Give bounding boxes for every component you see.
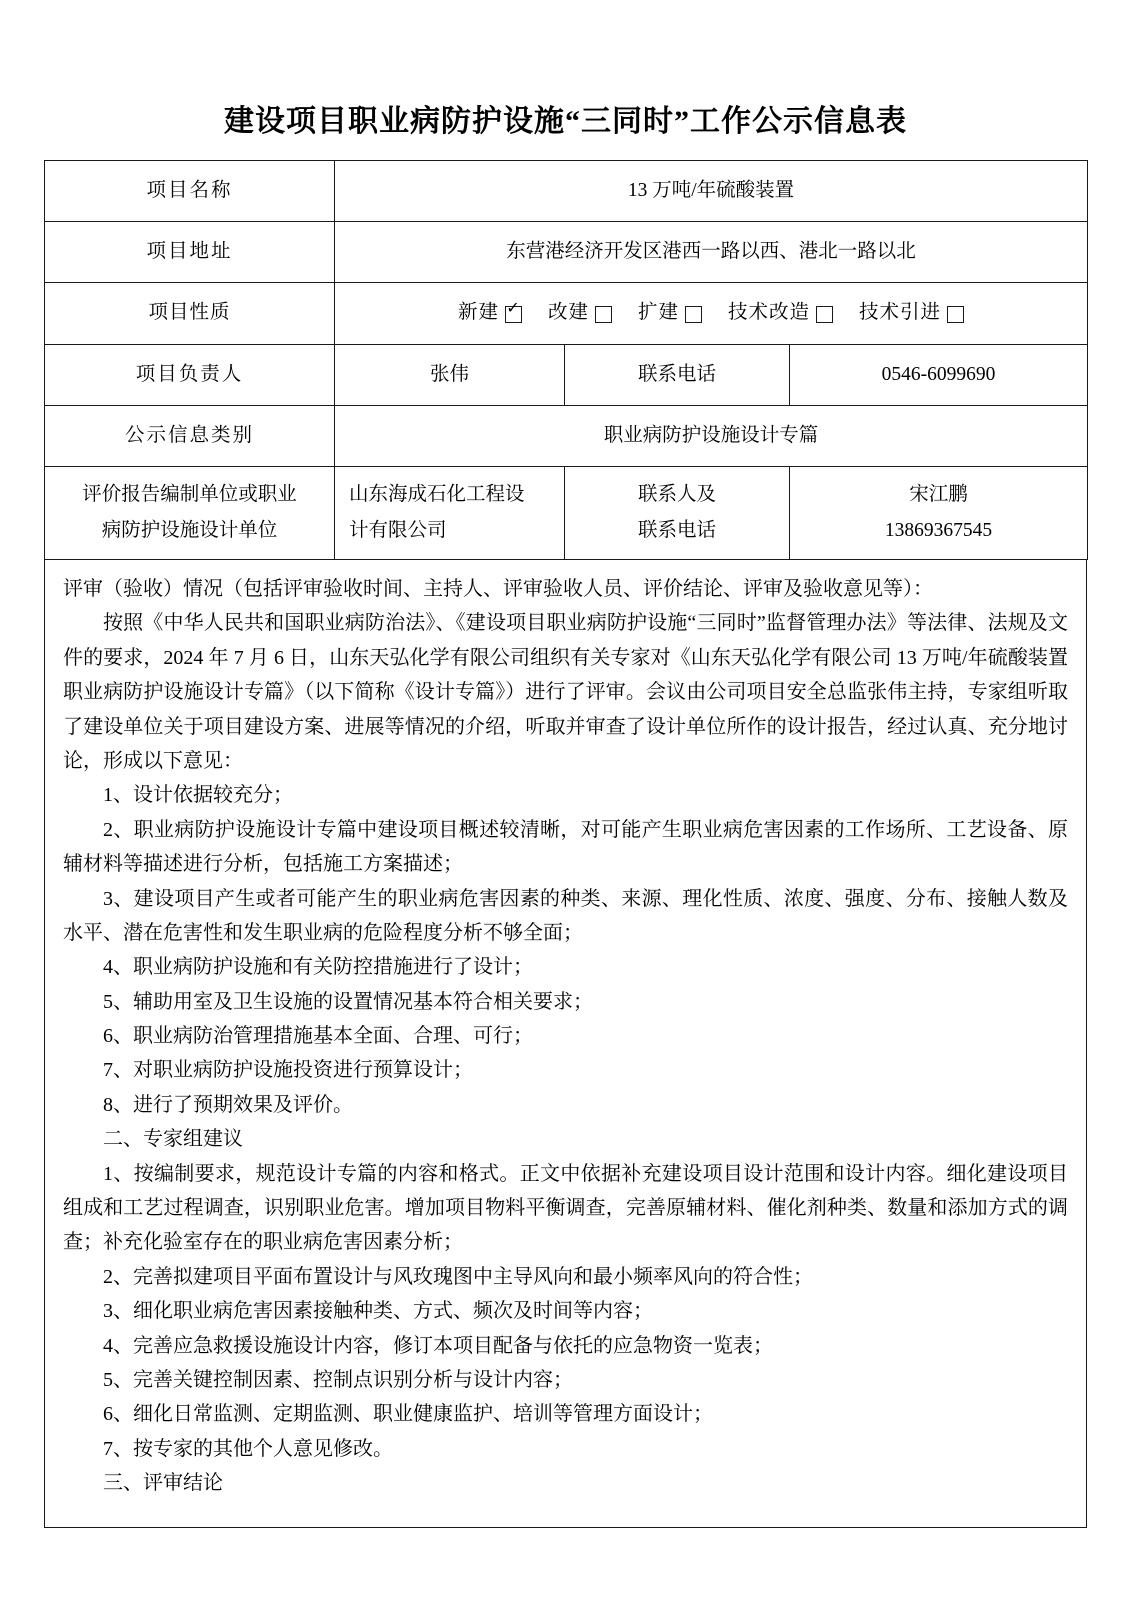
nature-option-tech-upgrade-label: 技术改造 xyxy=(728,302,811,324)
review-opinion-3: 3、建设项目产生或者可能产生的职业病危害因素的种类、来源、理化性质、浓度、强度、分布、接触人数及水平、潜在危害性和发生职业病的危险程度分析不够全面； xyxy=(63,887,1068,944)
table-row-project-leader xyxy=(45,344,1088,405)
project-name-value: 13 万吨/年硫酸装置 xyxy=(627,180,795,201)
review-suggestion-3: 3、细化职业病危害因素接触种类、方式、频次及时间等内容； xyxy=(103,1300,653,1323)
contact-person-value-line2: 13869367545 xyxy=(884,519,993,541)
review-suggestion-6: 6、细化日常监测、定期监测、职业健康监护、培训等管理方面设计； xyxy=(103,1403,713,1426)
contact-person-value-line1: 宋江鹏 xyxy=(909,483,968,505)
contact-phone-value-cell xyxy=(790,344,1088,405)
table-row-public-info-type xyxy=(45,405,1088,466)
nature-option-new-label: 新建 xyxy=(457,302,499,324)
design-unit-value xyxy=(335,467,564,559)
checkbox-empty-icon[interactable] xyxy=(685,306,702,323)
nature-option-expand[interactable] xyxy=(638,297,702,329)
review-heading: 评审（验收）情况（包括评审验收时间、主持人、评审验收人员、评价结论、评审及验收意见等）： xyxy=(63,577,933,600)
checkbox-empty-icon[interactable] xyxy=(816,306,833,323)
project-address-label: 项目地址 xyxy=(146,241,233,263)
public-info-type-label: 公示信息类别 xyxy=(124,424,254,446)
project-name-value-cell xyxy=(335,161,1088,222)
project-name-label-cell xyxy=(45,161,335,222)
project-nature-options xyxy=(345,297,1077,329)
design-unit-label-line2: 病防护设施设计单位 xyxy=(101,519,278,541)
public-info-type-label-cell xyxy=(45,405,335,466)
review-suggestion-7: 7、按专家的其他个人意见修改。 xyxy=(103,1437,393,1460)
project-nature-label: 项目性质 xyxy=(148,302,231,324)
table-row-project-address xyxy=(45,222,1088,283)
contact-person-label xyxy=(565,467,789,559)
design-unit-value-line2: 计有限公司 xyxy=(349,519,447,541)
review-suggestion-4: 4、完善应急救援设施设计内容，修订本项目配备与依托的应急物资一览表； xyxy=(103,1334,773,1357)
nature-option-rebuild-label: 改建 xyxy=(547,302,589,324)
project-nature-label-cell xyxy=(45,283,335,344)
table-row-project-name xyxy=(45,161,1088,222)
project-leader-value-cell xyxy=(335,344,565,405)
contact-person-value xyxy=(790,467,1087,559)
contact-person-value-cell xyxy=(790,466,1088,559)
project-leader-label-cell xyxy=(45,344,335,405)
nature-option-new[interactable] xyxy=(458,297,522,329)
project-address-label-cell xyxy=(45,222,335,283)
review-intro: 按照《中华人民共和国职业病防治法》、《建设项目职业病防护设施“三同时”监督管理办法》等法律、法规及文件的要求，2024 年 7 月 6 日，山东天弘化学有限公司组织有关专家对《山东天弘化学有限公司 13 万吨/年硫酸装置职业病防护设施设计专篇》（以下简称《设计专篇》）进行了评审。会议由公司项目安全总监张伟主持，专家组听取了建设单位关于项目建设方案、进展等情况的介绍，听取并审查了设计单位所作的设计报告，经过认真、充分地讨论，形成以下意见： xyxy=(63,612,1068,772)
nature-option-expand-label: 扩建 xyxy=(638,302,680,324)
project-leader-value: 张伟 xyxy=(429,363,469,385)
contact-phone-label: 联系电话 xyxy=(637,363,716,385)
public-info-type-value-cell xyxy=(335,405,1088,466)
project-name-label: 项目名称 xyxy=(146,180,233,201)
review-opinion-7: 7、对职业病防护设施投资进行预算设计； xyxy=(103,1059,473,1082)
review-section-three-title: 三、评审结论 xyxy=(103,1472,223,1495)
design-unit-value-cell xyxy=(335,466,565,559)
project-leader-label: 项目负责人 xyxy=(135,363,244,385)
table-row-design-unit xyxy=(45,466,1088,559)
nature-option-tech-import-label: 技术引进 xyxy=(859,302,942,324)
contact-person-label-line2: 联系电话 xyxy=(637,519,716,541)
design-unit-label xyxy=(45,467,334,559)
review-suggestion-2: 2、完善拟建项目平面布置设计与风玫瑰图中主导风向和最小频率风向的符合性； xyxy=(103,1265,813,1288)
review-suggestion-1: 1、按编制要求，规范设计专篇的内容和格式。正文中依据补充建设项目设计范围和设计内容。细化建设项目组成和工艺过程调查，识别职业危害。增加项目物料平衡调查，完善原辅材料、催化剂种类、数量和添加方式的调查；补充化验室存在的职业病危害因素分析； xyxy=(63,1162,1068,1254)
project-address-value-cell xyxy=(335,222,1088,283)
review-opinion-6: 6、职业病防治管理措施基本全面、合理、可行； xyxy=(103,1025,533,1048)
contact-person-label-line1: 联系人及 xyxy=(637,483,716,505)
nature-option-tech-upgrade[interactable] xyxy=(728,297,833,329)
checkbox-empty-icon[interactable] xyxy=(947,306,964,323)
public-info-type-value: 职业病防护设施设计专篇 xyxy=(603,424,819,446)
table-row-project-nature xyxy=(45,283,1088,344)
nature-option-tech-import[interactable] xyxy=(859,297,964,329)
review-suggestion-5: 5、完善关键控制因素、控制点识别分析与设计内容； xyxy=(103,1368,573,1391)
contact-phone-label-cell xyxy=(565,344,790,405)
review-opinion-8: 8、进行了预期效果及评价。 xyxy=(103,1093,353,1116)
design-unit-label-cell xyxy=(45,466,335,559)
review-opinion-4: 4、职业病防护设施和有关防控措施进行了设计； xyxy=(103,956,533,979)
nature-option-rebuild[interactable] xyxy=(548,297,612,329)
review-opinion-5: 5、辅助用室及卫生设施的设置情况基本符合相关要求； xyxy=(103,990,593,1013)
project-nature-value-cell xyxy=(335,283,1088,344)
contact-phone-value: 0546-6099690 xyxy=(881,363,996,385)
page-title: 建设项目职业病防护设施“三同时”工作公示信息表 xyxy=(224,105,907,138)
project-address-value: 东营港经济开发区港西一路以西、港北一路以北 xyxy=(506,241,916,263)
checkbox-empty-icon[interactable] xyxy=(595,306,612,323)
review-section xyxy=(44,560,1087,1528)
design-unit-value-line1: 山东海成石化工程设 xyxy=(349,483,525,505)
design-unit-label-line1: 评价报告编制单位或职业 xyxy=(82,483,297,505)
project-info-table xyxy=(44,160,1088,560)
contact-person-label-cell xyxy=(565,466,790,559)
review-section-two-title: 二、专家组建议 xyxy=(103,1128,243,1151)
review-opinion-2: 2、职业病防护设施设计专篇中建设项目概述较清晰，对可能产生职业病危害因素的工作场所、工艺设备、原辅材料等描述进行分析，包括施工方案描述； xyxy=(63,818,1068,876)
review-opinion-1: 1、设计依据较充分； xyxy=(103,784,293,807)
checkbox-checked-icon[interactable] xyxy=(505,306,522,323)
